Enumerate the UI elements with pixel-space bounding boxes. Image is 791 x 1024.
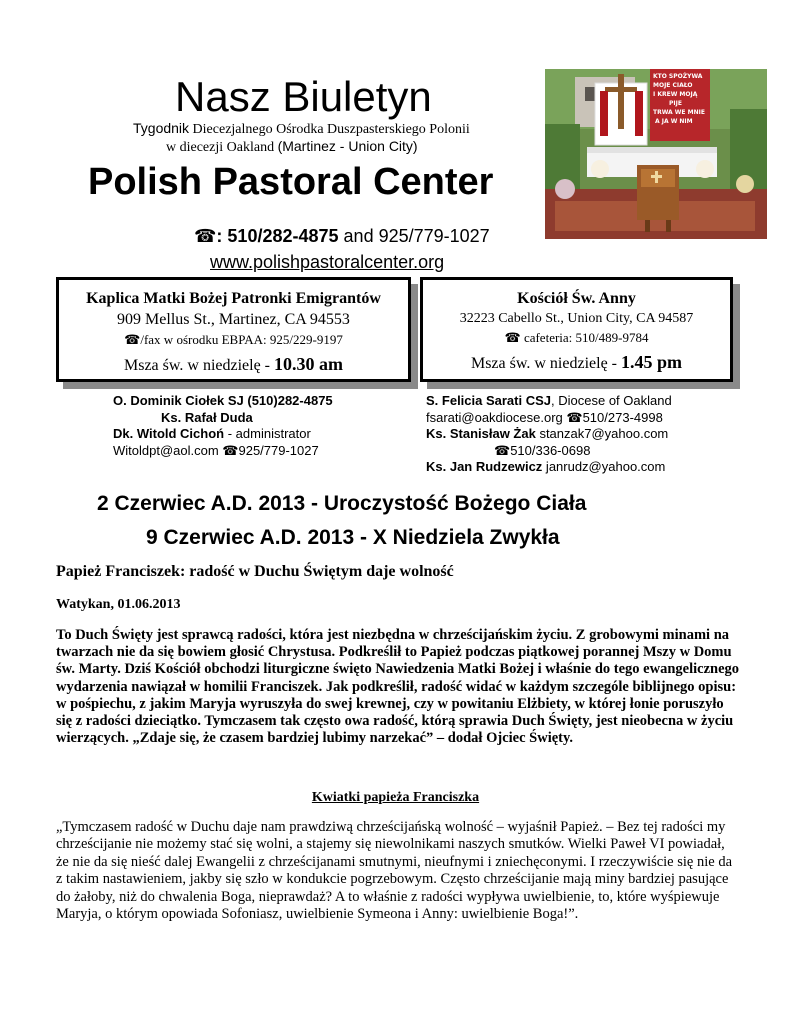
subtitle-diocesan-center: Diecezjalnego Ośrodka Duszpasterskiego Polonii	[192, 122, 470, 137]
church-cafeteria: ☎ cafeteria: 510/489-9784	[504, 330, 649, 345]
section-heading: Kwiatki papieża Franciszka	[311, 790, 480, 805]
phone-main: : 510/282-4875	[216, 226, 339, 246]
contact-line: Witoldpt@aol.com ☎925/779-1027	[113, 442, 319, 458]
contact-name: Ks. Jan Rudzewicz	[426, 459, 543, 474]
contact-line	[113, 426, 333, 443]
church-address: 32223 Cabello St., Union City, CA 94587	[459, 311, 694, 326]
church-info-box	[420, 277, 733, 382]
mass-label: Msza św. w niedzielę -	[470, 355, 621, 372]
telephone-icon: ☎	[194, 226, 217, 246]
banner-line: KTO SPOŻYWA	[653, 73, 703, 80]
phone-secondary: and 925/779-1027	[343, 226, 490, 246]
clergy-contacts-right	[426, 393, 672, 476]
contact-email: stanzak7@yahoo.com	[535, 426, 669, 441]
church-mass-time	[423, 352, 730, 373]
website-link[interactable]: www.polishpastoralcenter.org	[210, 252, 445, 272]
contact-name: Dk. Witold Cichoń	[113, 426, 225, 441]
clergy-contacts-left	[113, 393, 333, 459]
mass-time: 1.45 pm	[621, 352, 683, 372]
chapel-info-box	[56, 277, 411, 382]
contact-role: , Diocese of Oakland	[551, 393, 672, 408]
chapel-name: Kaplica Matki Bożej Patronki Emigrantów	[86, 290, 381, 307]
center-name: Polish Pastoral Center	[88, 161, 494, 203]
feast-headline-2: 9 Czerwiec A.D. 2013 - X Niedziela Zwykła	[146, 526, 560, 549]
bulletin-title: Nasz Biuletyn	[175, 73, 432, 120]
phone-line	[194, 226, 490, 247]
contact-email: janrudz@yahoo.com	[542, 459, 666, 474]
chapel-fax: ☎/fax w ośrodku EBPAA: 925/229-9197	[124, 332, 343, 347]
contact-line	[426, 393, 672, 410]
mass-time: 10.30 am	[274, 354, 344, 374]
altar-photo	[545, 69, 767, 239]
quote-body: „Tymczasem radość w Duchu daje nam prawdziwą chrześcijańską wolność – wyjaśnił Papież. – Bez tej radości my chrześcijanie nie możemy stać się wolni, a stajemy się niewolnikami naszych smutków. Wielki Paweł VI powiadał, że nie da się nieść dalej Ewangelii z chrześcijanami smutnymi, nieufnymi i zniechęconymi. I rzeczywiście się nie da z takim nastawieniem, jakby się szło w kondukcie pogrzebowym. Często chrześcijanie mają miny bardziej pasujące do żałoby, niż do chwalenia Boga, nieprawdaż? A to właśnie z radości wypływa uwielbienie, to, które wyśpiewuje Maryja, o którym opowiada Sofoniasz, uwielbienie Symeona i Anny: uwielbienie Boga!”.	[56, 819, 732, 923]
contact-line: Ks. Rafał Duda	[161, 409, 253, 425]
banner-line: I KREW MOJĄ	[653, 91, 698, 98]
contact-name: S. Felicia Sarati CSJ	[426, 393, 552, 408]
contact-line: fsarati@oakdiocese.org ☎510/273-4998	[426, 409, 663, 425]
subtitle-line-2	[166, 138, 418, 156]
church-name: Kościół Św. Anny	[517, 290, 636, 307]
contact-line: ☎510/336-0698	[494, 442, 591, 458]
article-title: Papież Franciszek: radość w Duchu Świętym daje wolność	[56, 563, 454, 580]
banner-line: A JA W NIM	[655, 118, 693, 125]
contact-line: O. Dominik Ciołek SJ (510)282-4875	[113, 393, 333, 408]
banner-line: MOJE CIAŁO	[653, 82, 693, 89]
feast-headline-1: 2 Czerwiec A.D. 2013 - Uroczystość Bożego Ciała	[97, 492, 587, 515]
contact-role: - administrator	[224, 426, 311, 441]
subtitle-weekly: Tygodnik	[133, 120, 190, 136]
chapel-address: 909 Mellus St., Martinez, CA 94553	[117, 311, 350, 328]
subtitle-locations: (Martinez - Union City)	[277, 138, 418, 154]
banner-line: PIJE	[669, 100, 682, 107]
mass-label: Msza św. w niedzielę -	[123, 357, 275, 374]
contact-line	[426, 459, 672, 476]
banner-line: TRWA WE MNIE	[653, 109, 705, 116]
contact-name: Ks. Stanisław Żak	[426, 426, 536, 441]
article-dateline: Watykan, 01.06.2013	[56, 597, 181, 612]
contact-line	[426, 426, 672, 443]
subtitle-line-1	[133, 120, 470, 138]
article-body: To Duch Święty jest sprawcą radości, która jest niezbędna w chrześcijańskim życiu. Z grobowymi minami na twarzach nie da się bowiem głosić Chrystusa. Podkreślił to Papież podczas piątkowej porannej Mszy w Domu św. Marty. Dziś Kościół obchodzi liturgiczne święto Nawiedzenia Matki Bożej i właśnie do tego ewangelicznego wydarzenia nawiązał w homilii Franciszek. Jak podkreślił, radość widać w każdym szczególe biblijnego opisu: w pośpiechu, z jakim Maryja wyruszyła do swej krewnej, czy w powitaniu Elżbiety, w której łonie poruszyło się z radości dzieciątko. Tymczasem tak często owa radość, którą sprawia Duch Święty, jest nieobecna w życiu wierzących. „Zdaje się, że czasem bardziej lubimy narzekać” – dodał Ojciec Święty.	[56, 627, 740, 747]
subtitle-diocese: w diecezji Oakland	[166, 140, 275, 155]
chapel-mass-time	[59, 354, 408, 375]
